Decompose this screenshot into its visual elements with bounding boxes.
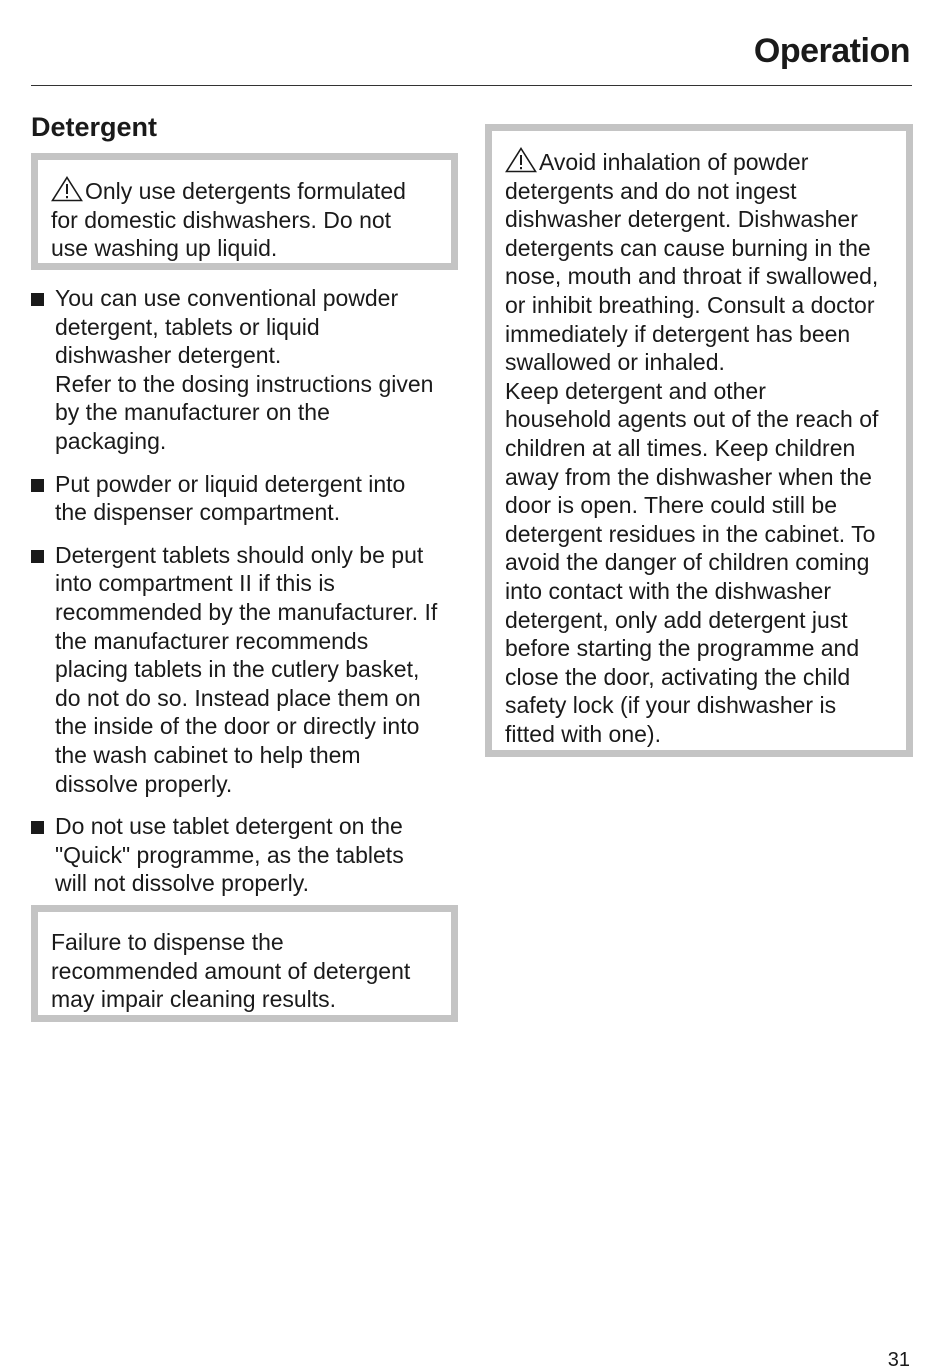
warning-line: Avoid inhalation of powder — [505, 147, 896, 177]
warning-line: use washing up liquid. — [51, 235, 278, 262]
page-header-title: Operation — [753, 32, 910, 70]
warning-triangle-icon — [51, 176, 83, 202]
header-divider — [31, 85, 912, 86]
list-item: Do not use tablet detergent on the "Quick" programme, as the tablets will not dissolve properly. — [31, 812, 461, 898]
section-heading: Detergent — [31, 112, 158, 142]
detergent-bullet-list — [31, 284, 461, 912]
bullet-square-icon — [31, 821, 44, 834]
warning-box-domestic-detergent — [31, 153, 458, 270]
list-item: You can use conventional powder detergent, tablets or liquid dishwasher detergent. Refer to the dosing instructions given by the manufacturer on the packaging. — [31, 284, 461, 456]
warning-triangle-icon — [505, 147, 537, 173]
note-box-dosing: Failure to dispense the recommended amount of detergent may impair cleaning results. — [31, 905, 458, 1022]
bullet-square-icon — [31, 479, 44, 492]
warning-line: for domestic dishwashers. Do not — [51, 206, 392, 233]
list-item: Put powder or liquid detergent into the dispenser compartment. — [31, 470, 461, 527]
list-item: Detergent tablets should only be put into compartment II if this is recommended by the manufacturer. If the manufacturer recommends placing tablets in the cutlery basket, do not do so. Instead place them on the inside of the door or directly into the wash cabinet to help them dissolve properly. — [31, 541, 461, 798]
warning-line: Only use detergents formulated — [51, 176, 439, 206]
page-number: 31 — [887, 1349, 910, 1371]
bullet-square-icon — [31, 293, 44, 306]
warning-box-inhalation: Avoid inhalation of powder detergents and do not ingest dishwasher detergent. Dishwasher detergents can cause burning in the nose, mouth and throat if swallowed, or inhibit breathing. Consult a doctor immediately if detergent has been swallowed or inhaled. Keep detergent and other household agents out of the reach of children at all times. Keep children away from the dishwasher when the door is open. There could still be detergent residues in the cabinet. To avoid the danger of children coming into contact with the dishwasher detergent, only add detergent just before starting the programme and close the door, activating the child safety lock (if your dishwasher is fitted with one). — [485, 124, 913, 757]
bullet-square-icon — [31, 550, 44, 563]
